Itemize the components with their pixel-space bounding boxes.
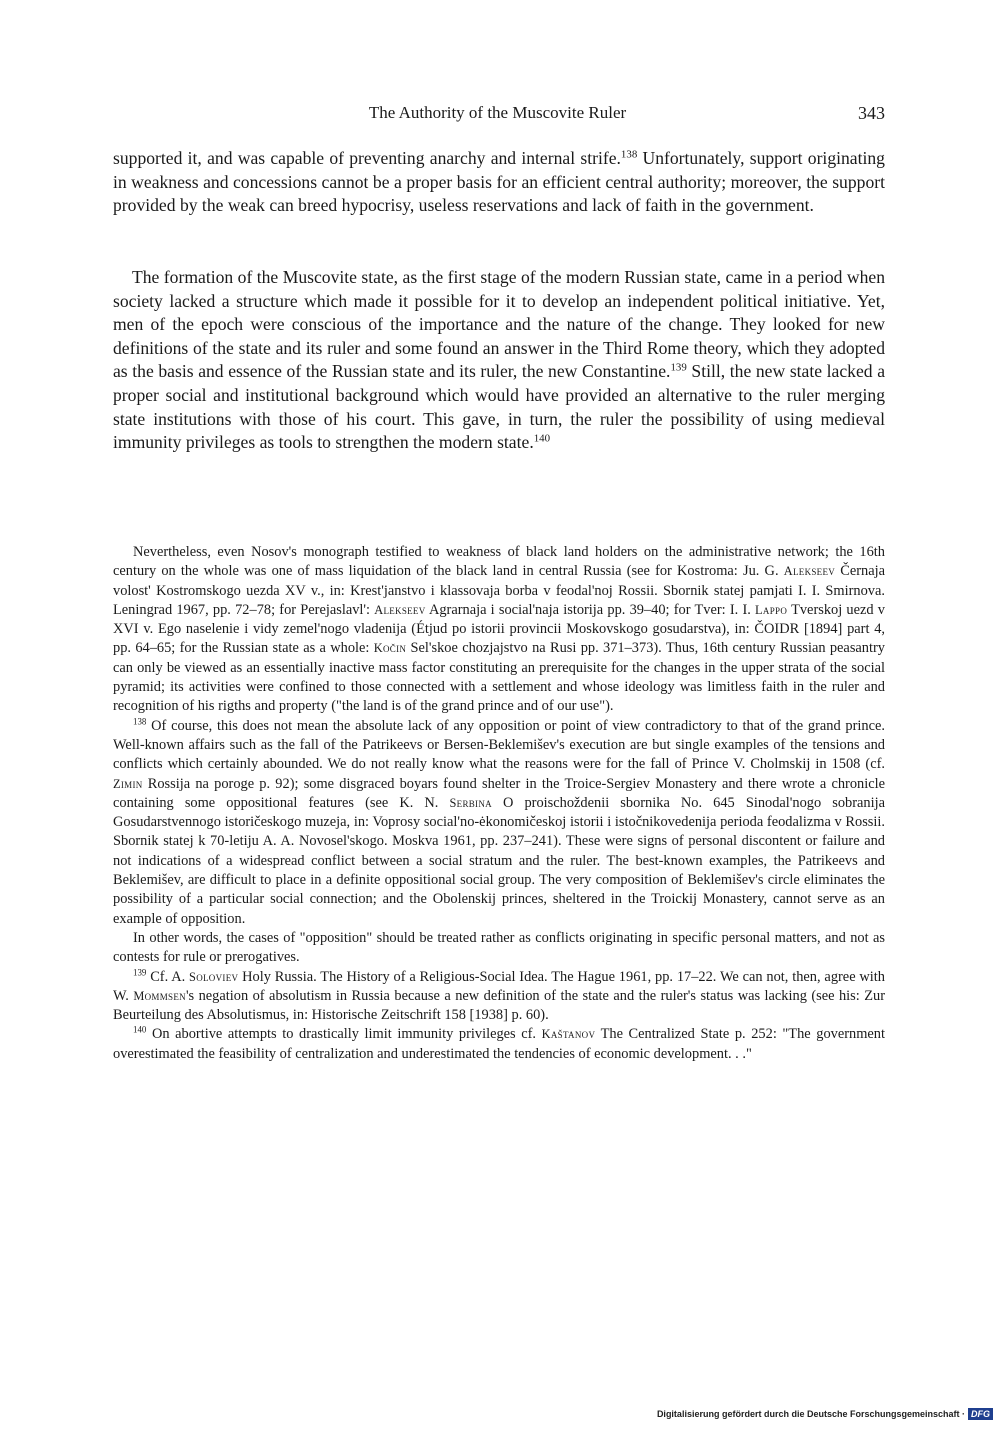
- footnote-text: Holy Russia. The History of a Religious-Social Idea. The Hague 1961, pp. 17–22. We can not, then, agree with W.: [113, 968, 885, 1004]
- footnote-137-continuation: [113, 543, 885, 717]
- footnote-number: 140: [133, 1025, 147, 1036]
- author-name: Zimin: [113, 776, 143, 791]
- running-title: The Authority of the Muscovite Ruler: [368, 103, 627, 122]
- footnote-text: Nevertheless, even Nosov's monograph testified to weakness of black land holders on the administrative network; the 16th century on the whole was one of mass liquidation of the black land in central Russia (see for Kostroma: Ju. G.: [113, 544, 885, 580]
- footnote-138-continuation: [113, 929, 885, 968]
- footnote-text: Sel'skoe chozjajstvo na Rusi pp. 371–373). Thus, 16th century Russian peasantry can only be viewed as an essentially inactive mass factor constituting an prerequisite for the changes in the upper strata of the social pyramid; its activities were confined to those connected with a settlement and whose ideology was limitless faith in the ruler and recognition of his rigths and property ("the land is of the grand prince and of our use").: [113, 640, 885, 715]
- page-header: [110, 103, 885, 127]
- footnote-139: [113, 968, 885, 1026]
- author-name: Soloviev: [189, 969, 239, 984]
- footnote-text: Černaja volost' Kostromskogo uezda XV v., in: Krest'janstvo i klassovaja borba v feodal'noj Rossii. Sbornik statej pamjati I. I. Smirnova. Leningrad 1967, pp. 72–78; for Perejaslavl':: [113, 563, 886, 618]
- footnotes: [113, 543, 885, 1064]
- footnote-text: On abortive attempts to drastically limit immunity privileges cf.: [146, 1026, 542, 1043]
- digitization-credit: [657, 1408, 993, 1420]
- author-name: Lappo: [755, 602, 788, 617]
- footnote-number: 138: [133, 716, 147, 727]
- footnote-text: Of course, this does not mean the absolute lack of any opposition or point of view contradictory to that of the grand prince. Well-known affairs such as the fall of the Patrikeevs or Bersen-Beklemišev's execution are but single examples of the tensions and conflicts which certainly abounded. We do not really know what the reasons were for the fall of Prince V. Cholmskij in 1508 (cf.: [113, 717, 885, 773]
- footnote-138: [113, 717, 885, 929]
- paragraph-text: supported it, and was capable of preventing anarchy and internal strife.: [113, 148, 621, 168]
- footnote-140: [113, 1025, 885, 1064]
- author-name: Serbina: [449, 795, 492, 810]
- author-name: Mommsen: [133, 988, 186, 1003]
- footnote-text: The Centralized State p. 252: "The government overestimated the feasibility of centralization and underestimated the tendencies of economic development. . .": [113, 1026, 885, 1062]
- author-name: Alekseev: [783, 564, 836, 579]
- paragraph-text: The formation of the Muscovite state, as the first stage of the modern Russian state, came in a period when society lacked a structure which made it possible for it to develop an independent political initiative. Yet, men of the epoch were conscious of the importance and the nature of the change. They looked for new definitions of the state and its ruler and some found an answer in the Third Rome theory, which they adopted as the basis and essence of the Russian state and its ruler, the new Constantine.: [113, 267, 885, 382]
- page-number: 343: [858, 103, 885, 123]
- footnote-ref-140[interactable]: 140: [533, 432, 551, 445]
- paragraph-text: Unfortunately, support originating in weakness and concessions cannot be a proper basis for an efficient central authority; moreover, the support provided by the weak can breed hypocrisy, useless reservations and lack of faith in the government.: [113, 148, 885, 216]
- footnote-text: Cf. A.: [146, 968, 190, 985]
- footnote-text: Agrarnaja i social'naja istorija pp. 39–40; for Tver: I. I.: [425, 601, 756, 618]
- footnote-ref-138[interactable]: 138: [620, 148, 638, 161]
- author-name: Kaštanov: [541, 1027, 596, 1042]
- footnote-ref-139[interactable]: 139: [670, 361, 687, 374]
- body-paragraph-2: [113, 266, 885, 455]
- author-name: Alekseev: [374, 602, 426, 617]
- footnote-text: In other words, the cases of "opposition" should be treated rather as conflicts originating in specific personal matters, and not as contests for rule or prerogatives.: [113, 929, 885, 966]
- dfg-logo: DFG: [968, 1408, 993, 1420]
- footnote-text: O proischoždenii sbornika No. 645 Sinodal'nogo sobranija Gosudarstvennogo istoričeskogo muzeja, in: Voprosy social'no-ėkonomičeskoj istorii i istočnikovedenija perioda feodalizma v Rossii. Sbornik statej k 70-letiju A. A. Novosel'skogo. Moskva 1961, pp. 237–241). These were signs of personal discontent or failure and not indications of a widespread conflict between a social stratum and the ruler. The best-known examples, the Patrikeevs and Beklemišev, are difficult to place in a definite oppositional social group. The very composition of Beklemišev's circle eliminates the possibility of a particular social connection; and the Obolenskij princes, sheltered in the Troickij Monastery, cannot serve as an example of opposition.: [113, 794, 885, 927]
- credit-text: Digitalisierung gefördert durch die Deutsche Forschungsgemeinschaft ·: [656, 1409, 965, 1419]
- paragraph-text: Still, the new state lacked a proper social and institutional background which would have provided an alternative to the ruler merging state institutions with those of his court. This gave, in turn, the ruler the possibility of using medieval immunity privileges as tools to strengthen the modern state.: [113, 361, 886, 453]
- author-name: Kočin: [373, 641, 407, 656]
- footnote-text: Tverskoj uezd v XVI v. Ego naselenie i vidy zemel'nogo vladenija (Étjud po istorii provincii Moskovskogo gosudarstva), in: ČOIDR [1894] part 4, pp. 64–65; for the Russian state as a whole:: [113, 601, 885, 657]
- body-paragraph-1: [113, 147, 885, 218]
- footnote-text: Rossija na poroge p. 92); some disgraced boyars found shelter in the Troice-Sergiev Monastery and there wrote a chronicle containing some oppositional features (see K. N.: [113, 775, 885, 811]
- footnote-number: 139: [133, 967, 147, 978]
- footnote-text: 's negation of absolutism in Russia because a new definition of the state and the ruler's status was lacking (see his: Zur Beurteilung des Absolutismus, in: Historische Zeitschrift 158 [1938] p. 60).: [113, 987, 885, 1024]
